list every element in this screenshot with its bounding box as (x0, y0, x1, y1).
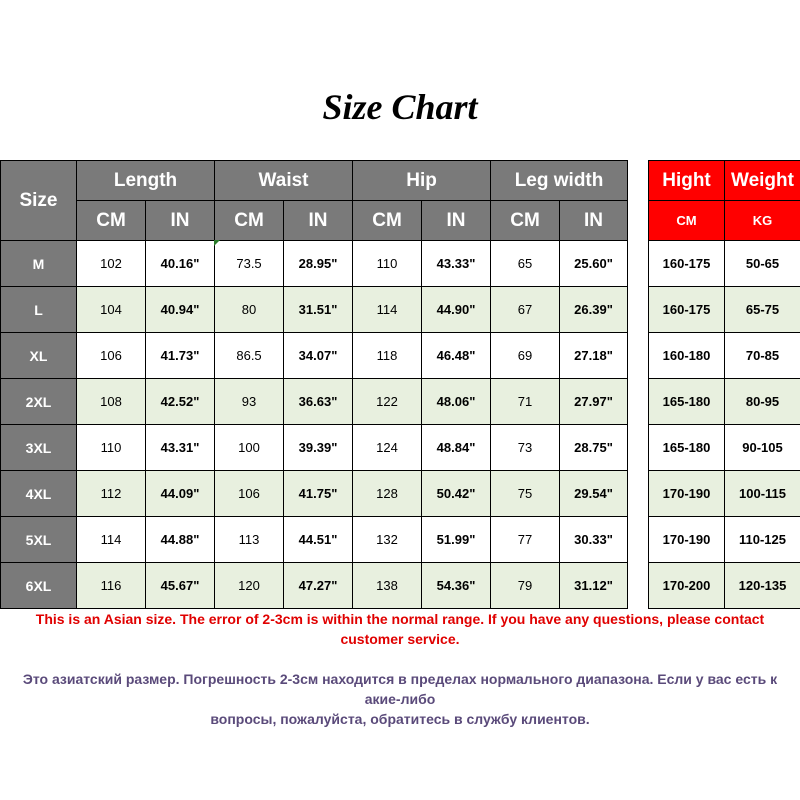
russian-note-line: вопросы, пожалуйста, обратитесь в службу клиентов. (210, 711, 590, 727)
cm-value: 80 (215, 287, 284, 333)
waist-header: Waist (215, 161, 353, 201)
cm-value: 110 (77, 425, 146, 471)
inch-value: 27.97" (560, 379, 628, 425)
inch-value: 43.31" (146, 425, 215, 471)
weight-value: 80-95 (725, 379, 800, 425)
russian-note (0, 669, 800, 729)
inch-value: 31.12" (560, 563, 628, 609)
inch-value: 42.52" (146, 379, 215, 425)
table-row (1, 517, 628, 563)
inch-value: 39.39" (284, 425, 353, 471)
cm-value: 106 (215, 471, 284, 517)
size-table (0, 160, 628, 609)
cm-value: 110 (353, 241, 422, 287)
russian-note-line: акие-либо (364, 691, 436, 707)
weight-value: 100-115 (725, 471, 800, 517)
inch-value: 44.09" (146, 471, 215, 517)
size-label: XL (1, 333, 77, 379)
leg-width-header: Leg width (491, 161, 628, 201)
inch-value: 44.90" (422, 287, 491, 333)
cm-value: 65 (491, 241, 560, 287)
table-row (649, 333, 800, 379)
size-label: 3XL (1, 425, 77, 471)
inch-value: 36.63" (284, 379, 353, 425)
cm-value: 77 (491, 517, 560, 563)
table-row (1, 425, 628, 471)
table-row (649, 425, 800, 471)
weight-value: 120-135 (725, 563, 800, 609)
inch-value: 44.88" (146, 517, 215, 563)
cm-value: 73 (491, 425, 560, 471)
inch-value: 48.06" (422, 379, 491, 425)
cm-value: 102 (77, 241, 146, 287)
weight-value: 50-65 (725, 241, 800, 287)
english-note-line: customer service. (340, 631, 460, 647)
inch-value: 30.33" (560, 517, 628, 563)
hight-value: 160-180 (649, 333, 725, 379)
table-row (649, 517, 800, 563)
inch-value: 44.51" (284, 517, 353, 563)
cm-value: 132 (353, 517, 422, 563)
size-label: 2XL (1, 379, 77, 425)
cm-value: 79 (491, 563, 560, 609)
cm-value: 116 (77, 563, 146, 609)
cm-value: 114 (353, 287, 422, 333)
table-row (649, 241, 800, 287)
unit-header: CM (215, 201, 284, 241)
english-note (0, 609, 800, 649)
cm-value: 128 (353, 471, 422, 517)
weight-value: 70-85 (725, 333, 800, 379)
cm-value: 120 (215, 563, 284, 609)
hip-header: Hip (353, 161, 491, 201)
table-row (649, 287, 800, 333)
inch-value: 51.99" (422, 517, 491, 563)
inch-value: 40.94" (146, 287, 215, 333)
size-label: 6XL (1, 563, 77, 609)
cm-value: 113 (215, 517, 284, 563)
size-label: M (1, 241, 77, 287)
cm-value: 118 (353, 333, 422, 379)
table-row (649, 379, 800, 425)
hight-value: 170-200 (649, 563, 725, 609)
length-header: Length (77, 161, 215, 201)
hight-value: 160-175 (649, 241, 725, 287)
unit-header: KG (725, 201, 800, 241)
unit-header: CM (353, 201, 422, 241)
cm-value: 100 (215, 425, 284, 471)
table-row (649, 471, 800, 517)
cm-value: 69 (491, 333, 560, 379)
hight-header: Hight (649, 161, 725, 201)
inch-value: 31.51" (284, 287, 353, 333)
inch-value: 50.42" (422, 471, 491, 517)
inch-value: 26.39" (560, 287, 628, 333)
unit-header: IN (560, 201, 628, 241)
inch-value: 48.84" (422, 425, 491, 471)
cm-value: 106 (77, 333, 146, 379)
weight-header: Weight (725, 161, 800, 201)
unit-header: CM (649, 201, 725, 241)
unit-header: IN (284, 201, 353, 241)
cm-value: 122 (353, 379, 422, 425)
hight-value: 170-190 (649, 471, 725, 517)
inch-value: 34.07" (284, 333, 353, 379)
inch-value: 29.54" (560, 471, 628, 517)
weight-value: 90-105 (725, 425, 800, 471)
cm-value: 108 (77, 379, 146, 425)
cm-value: 93 (215, 379, 284, 425)
table-row (1, 563, 628, 609)
table-row (649, 563, 800, 609)
unit-header: CM (77, 201, 146, 241)
inch-value: 28.95" (284, 241, 353, 287)
weight-value: 110-125 (725, 517, 800, 563)
hight-value: 165-180 (649, 379, 725, 425)
inch-value: 46.48" (422, 333, 491, 379)
cm-value: 71 (491, 379, 560, 425)
cm-value: 75 (491, 471, 560, 517)
cm-value: 67 (491, 287, 560, 333)
russian-note-line: Это азиатский размер. Погрешность 2-3см находится в пределах нормального диапазона. Если у вас есть к (22, 671, 778, 687)
table-row (1, 379, 628, 425)
page-title: Size Chart (322, 87, 478, 127)
size-header: Size (1, 161, 77, 241)
cm-value: 138 (353, 563, 422, 609)
size-label: L (1, 287, 77, 333)
table-row (1, 333, 628, 379)
english-note-line: This is an Asian size. The error of 2-3cm is within the normal range. If you have any questions, please contact (35, 611, 765, 627)
cell-comment-marker (214, 240, 220, 246)
inch-value: 25.60" (560, 241, 628, 287)
unit-header: CM (491, 201, 560, 241)
inch-value: 40.16" (146, 241, 215, 287)
inch-value: 45.67" (146, 563, 215, 609)
cm-value: 73.5 (215, 241, 284, 287)
inch-value: 54.36" (422, 563, 491, 609)
hight-value: 165-180 (649, 425, 725, 471)
cm-value: 112 (77, 471, 146, 517)
weight-value: 65-75 (725, 287, 800, 333)
table-row (1, 471, 628, 517)
cm-value: 124 (353, 425, 422, 471)
cm-value: 86.5 (215, 333, 284, 379)
inch-value: 47.27" (284, 563, 353, 609)
inch-value: 41.75" (284, 471, 353, 517)
table-row (1, 287, 628, 333)
hight-value: 160-175 (649, 287, 725, 333)
inch-value: 28.75" (560, 425, 628, 471)
inch-value: 43.33" (422, 241, 491, 287)
cm-value: 114 (77, 517, 146, 563)
table-row (1, 241, 628, 287)
size-label: 4XL (1, 471, 77, 517)
unit-header: IN (422, 201, 491, 241)
cm-value: 104 (77, 287, 146, 333)
inch-value: 27.18" (560, 333, 628, 379)
hight-value: 170-190 (649, 517, 725, 563)
unit-header: IN (146, 201, 215, 241)
height-weight-table (648, 160, 800, 609)
inch-value: 41.73" (146, 333, 215, 379)
size-label: 5XL (1, 517, 77, 563)
